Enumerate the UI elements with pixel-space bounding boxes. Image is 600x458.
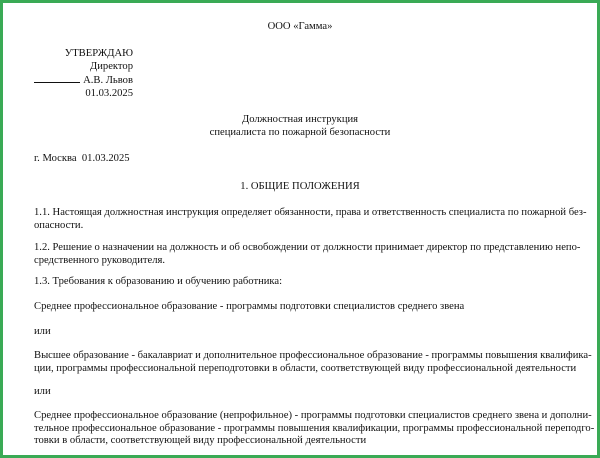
paragraph-line: или [34,326,51,337]
education-option-3 [34,410,595,448]
education-option-1 [34,301,574,314]
paragraph-1-1 [34,207,587,232]
approval-block [0,48,133,100]
approval-position: Директор [90,60,133,72]
organization-name: ООО «Гамма» [267,21,333,32]
paragraph-1-2 [34,242,581,267]
paragraph-line: 1.2. Решение о назначении на должность и об освобождении от должности принимает директор по представлению непо- [34,242,581,253]
paragraph-line: Среднее профессиональное образование - программы подготовки специалистов среднего звена [34,301,465,312]
paragraph-1-3 [34,276,574,289]
paragraph-line: опасности. [34,219,84,231]
section-heading: 1. ОБЩИЕ ПОЛОЖЕНИЯ [240,181,360,192]
approval-date: 01.03.2025 [85,87,133,99]
document-title-line-1: Должностная инструкция [241,114,359,125]
signature-line [34,73,80,83]
education-option-2 [34,350,592,375]
paragraph-line: товки в области, соответствующей виду профессиональной деятельности [34,435,367,447]
approval-signature-row [0,73,133,88]
paragraph-line: 1.3. Требования к образованию и обучению работника: [34,276,283,287]
approval-stamp: УТВЕРЖДАЮ [64,48,133,59]
paragraph-line: 1.1. Настоящая должностная инструкция определяет обязанности, права и ответственность специалиста по пожарной без- [34,207,587,218]
paragraph-line: или [34,386,51,397]
document-title [0,113,600,139]
paragraph-line: Среднее профессиональное образование (непрофильное) - программы подготовки специалистов среднего звена и дополни- [34,410,592,421]
paragraph-line: ции, программы профессиональной переподготовки в области, соответствующей виду профессиональной деятельности [34,362,577,374]
or-separator-1 [34,326,574,339]
paragraph-line: средственного руководителя. [34,254,166,266]
paragraph-line: тельное профессиональное образование - программы повышения квалификации, программы профессиональной переподго- [34,422,595,434]
place-and-date: г. Москва 01.03.2025 [34,153,130,164]
or-separator-2 [34,386,574,399]
paragraph-line: Высшее образование - бакалавриат и дополнительное профессиональное образование - программы повышения квалифика- [34,350,592,361]
document-title-line-2: специалиста по пожарной безопасности [209,127,391,138]
approval-signatory: А.В. Львов [83,75,133,86]
